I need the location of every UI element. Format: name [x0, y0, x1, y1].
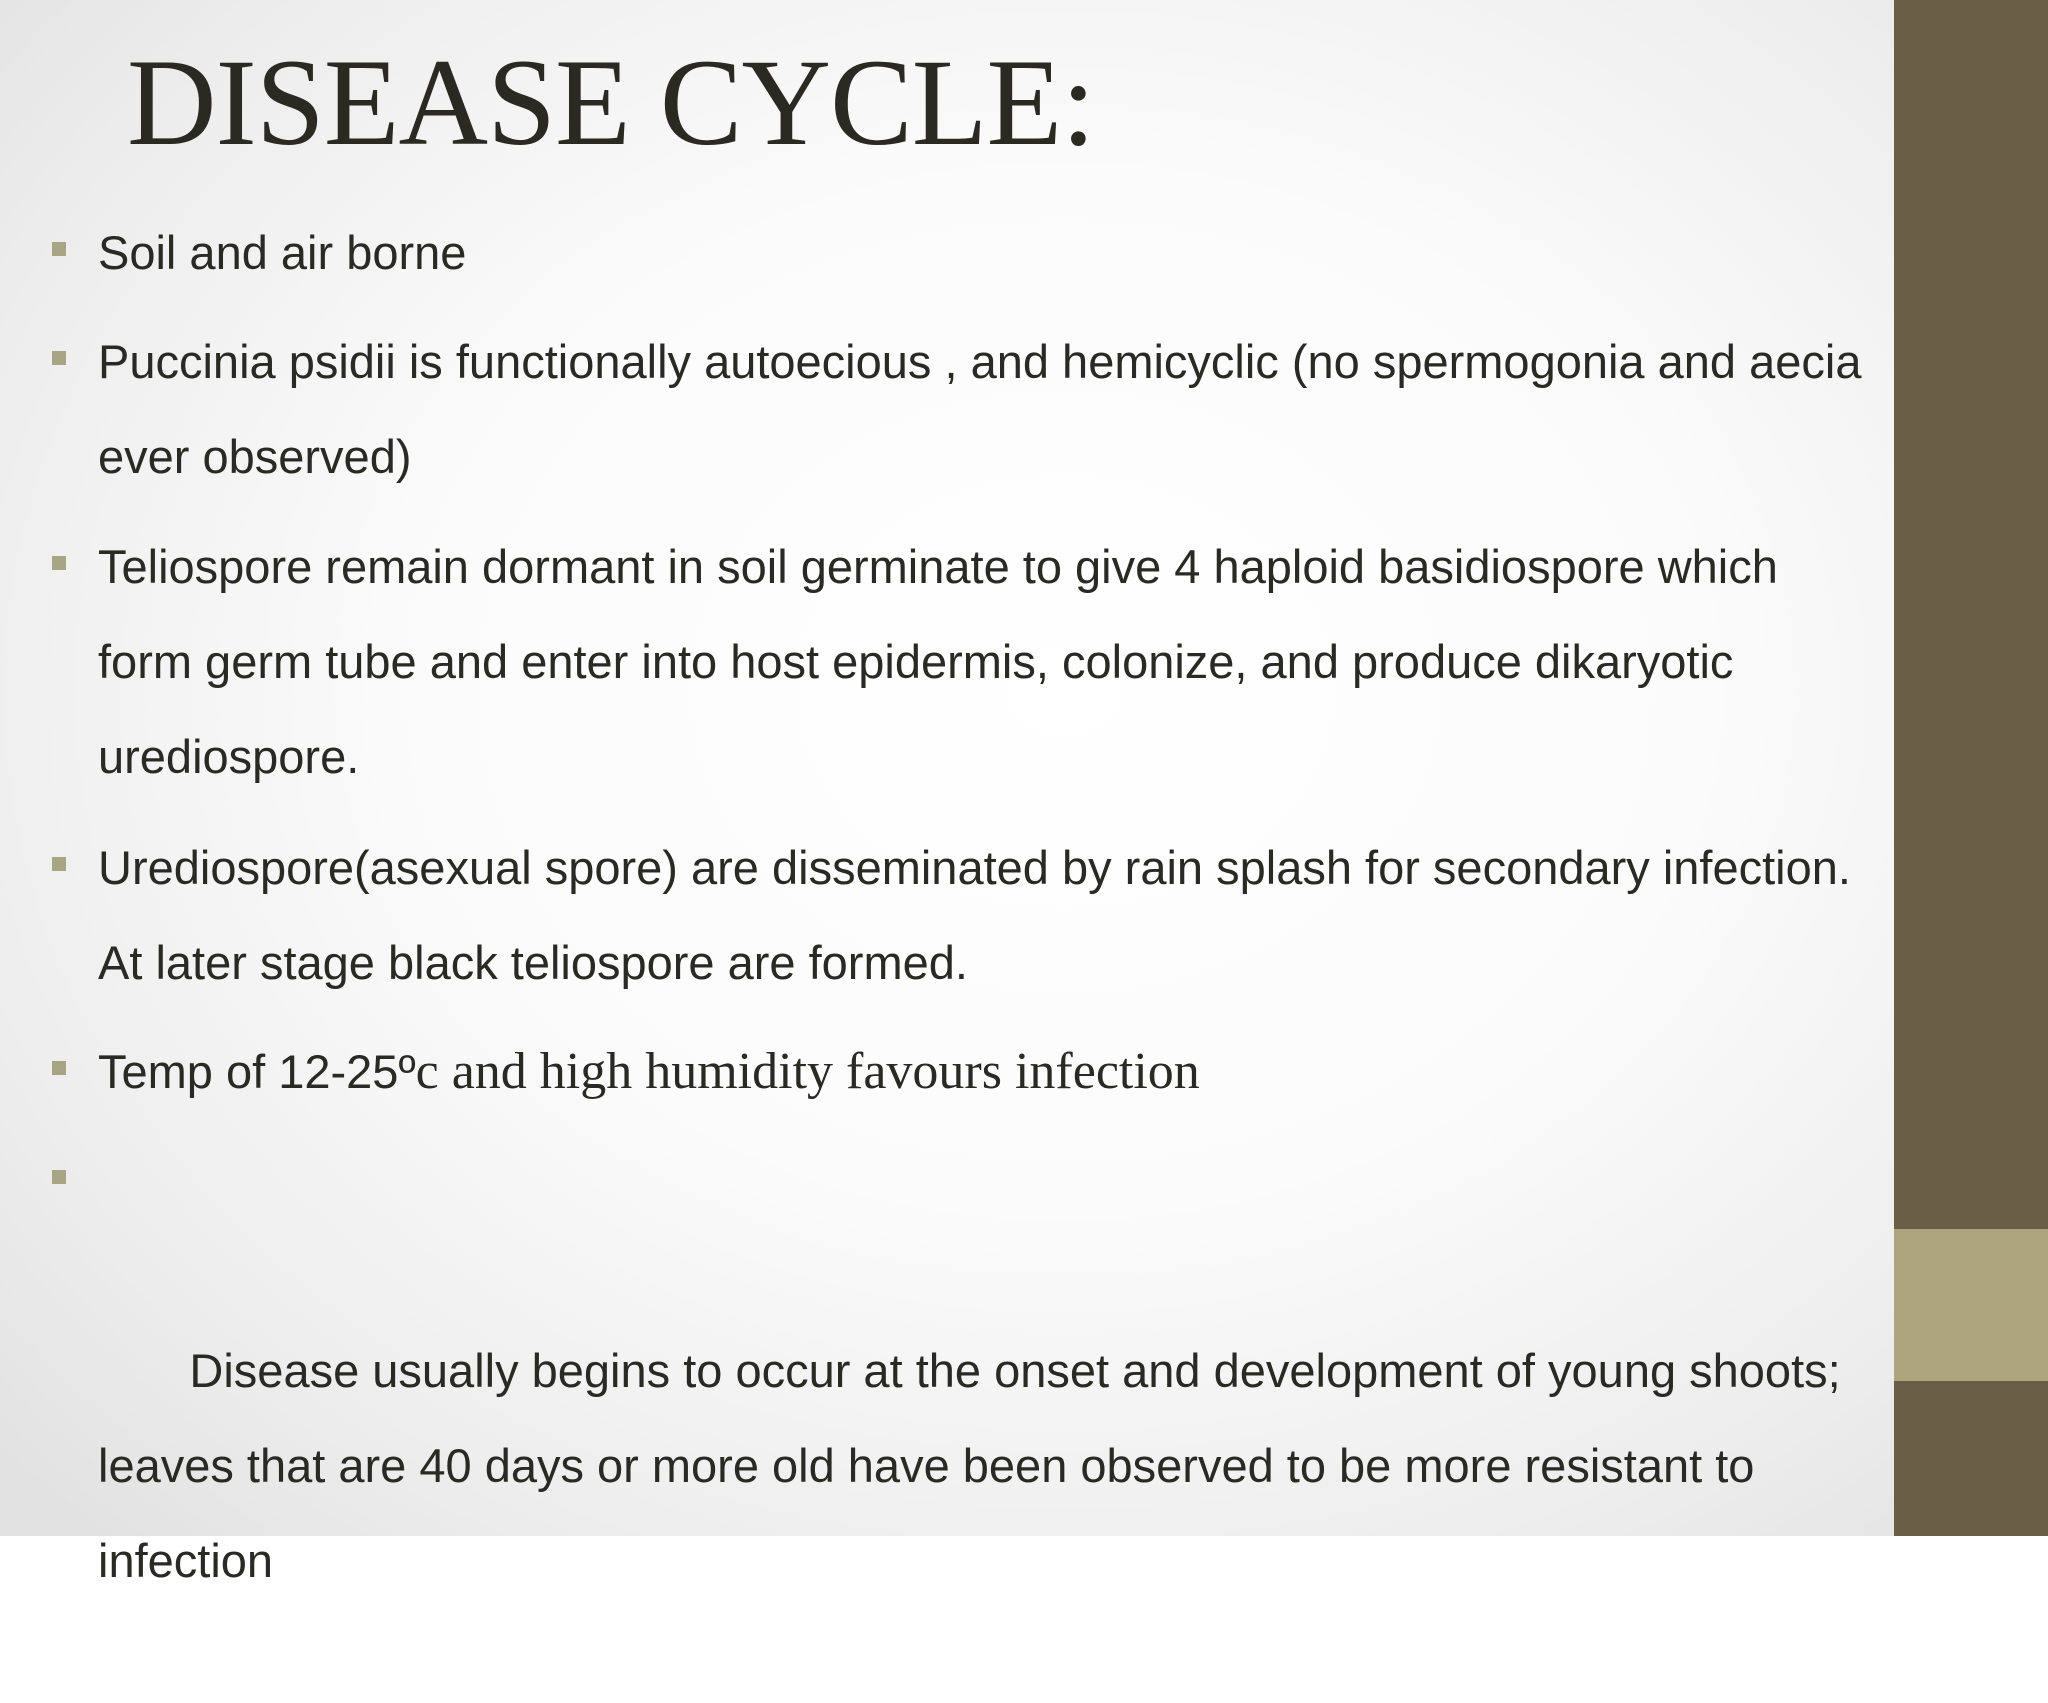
bullet-item [98, 820, 1883, 1010]
bullet-text-end: c and high humidity favours infection [415, 1043, 1200, 1100]
bullet-item [98, 1133, 1883, 1703]
bullet-square-icon [52, 556, 66, 570]
bullet-text: Soil and air borne [98, 226, 467, 279]
bullet-square-icon [52, 857, 66, 871]
bullet-item [98, 1024, 1883, 1119]
bullet-item [98, 314, 1883, 504]
degree-symbol: º [398, 1045, 416, 1098]
bullet-text: Disease usually begins to occur at the onset and development of young shoots; leaves that are 40 days or more old have been observed to be more resistant to infection [98, 1344, 1854, 1587]
slide-title: DISEASE CYCLE: [127, 34, 1095, 171]
bullet-text: Teliospore remain dormant in soil germinate to give 4 haploid basidiospore which form germ tube and enter into host epidermis, colonize, and produce dikaryotic urediospore. [98, 540, 1778, 783]
bullet-square-icon [52, 242, 66, 256]
bullet-square-icon [52, 351, 66, 365]
bullet-item [98, 205, 1883, 300]
bullet-text: Urediospore(asexual spore) are disseminated by rain splash for secondary infection. At later stage black teliospore are formed. [98, 841, 1851, 989]
bullet-square-icon [52, 1061, 66, 1075]
bullet-square-icon [52, 1170, 66, 1184]
bullet-text-start: Temp of 12-25 [98, 1045, 399, 1098]
bullet-item [98, 519, 1883, 804]
side-decoration-accent [1894, 1229, 2048, 1381]
bullet-text: Puccinia psidii is functionally autoecious , and hemicyclic (no spermogonia and aecia ever observed) [98, 335, 1862, 483]
